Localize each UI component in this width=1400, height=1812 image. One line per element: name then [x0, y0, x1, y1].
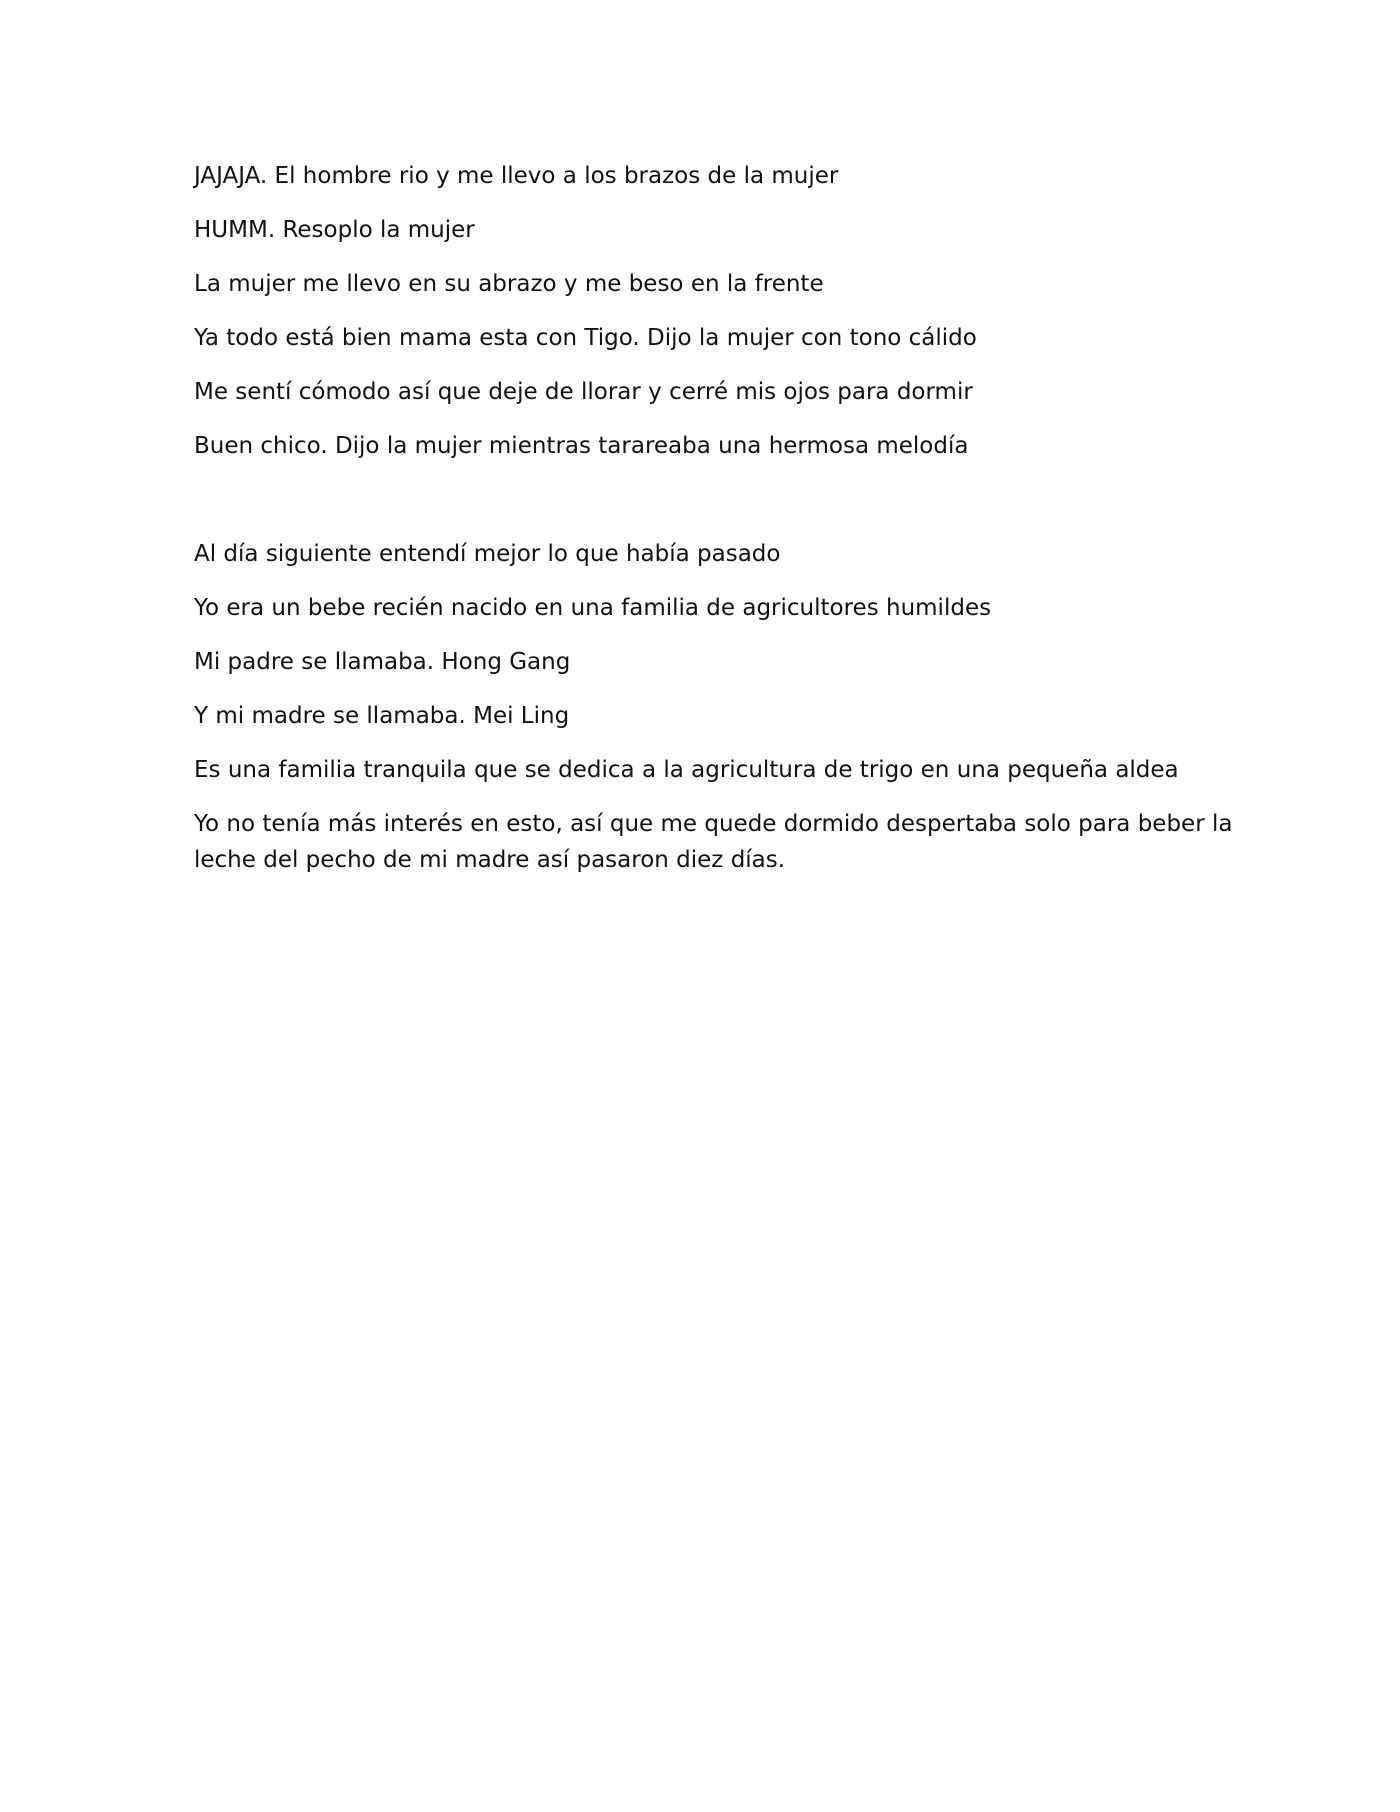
paragraph-gap: [194, 482, 1234, 536]
paragraph: Yo no tenía más interés en esto, así que me quede dormido despertaba solo para beber la leche del pecho de mi madre así pasaron diez días.: [194, 811, 1233, 873]
paragraph: JAJAJA. El hombre rio y me llevo a los brazos de la mujer: [194, 163, 839, 189]
paragraph: Al día siguiente entendí mejor lo que había pasado: [194, 541, 781, 567]
paragraph: Yo era un bebe recién nacido en una familia de agricultores humildes: [194, 595, 992, 621]
paragraph: La mujer me llevo en su abrazo y me beso en la frente: [194, 271, 824, 297]
paragraph: Es una familia tranquila que se dedica a la agricultura de trigo en una pequeña aldea: [194, 757, 1179, 783]
paragraph: HUMM. Resoplo la mujer: [194, 217, 475, 243]
paragraph: Mi padre se llamaba. Hong Gang: [194, 649, 571, 675]
document-body: [194, 158, 1234, 896]
paragraph: Y mi madre se llamaba. Mei Ling: [194, 703, 570, 729]
paragraph: Ya todo está bien mama esta con Tigo. Dijo la mujer con tono cálido: [194, 325, 977, 351]
paragraph: Buen chico. Dijo la mujer mientras tarareaba una hermosa melodía: [194, 433, 969, 459]
paragraph: Me sentí cómodo así que deje de llorar y cerré mis ojos para dormir: [194, 379, 973, 405]
